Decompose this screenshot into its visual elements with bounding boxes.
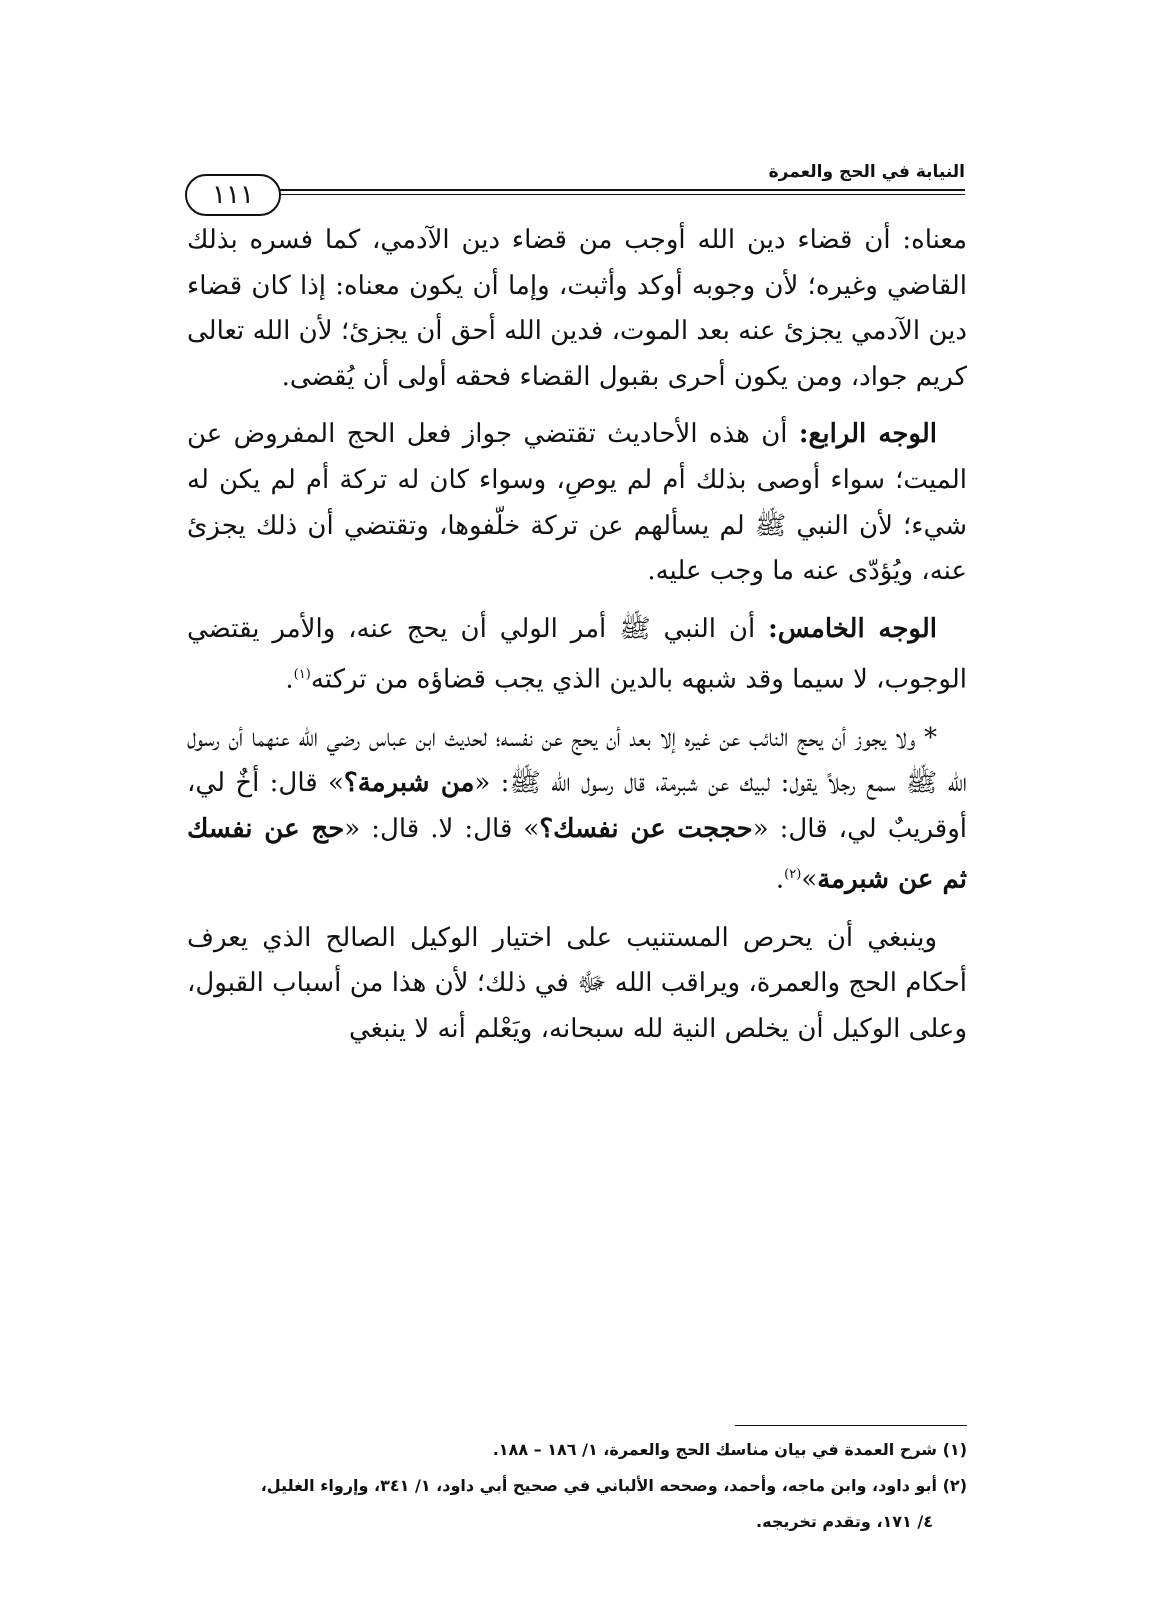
page-number: ١١١ [185, 174, 281, 216]
body-text [187, 218, 967, 1064]
header-rule [265, 189, 965, 195]
paragraph-4 [187, 716, 967, 904]
paragraph-2-text: أن هذه الأحاديث تقتضي جواز فعل الحج المفروض عن الميت؛ سواء أوصى بذلك أم لم يوصِ، وسواء كان له تركة أم لم يكن له شيء؛ لأن النبي ﷺ لم يسألهم عن تركة خلّفوها، وتقتضي أن ذلك يجزئ عنه، ويُؤدّى عنه ما وجب عليه. [187, 419, 967, 587]
paragraph-4-part-4: » [801, 865, 818, 896]
paragraph-5-text: وينبغي أن يحرص المستنيب على اختيار الوكيل الصالح الذي يعرف أحكام الحج والعمرة، ويراقب الله ﷻ في ذلك؛ لأن هذا من أسباب القبول، وعلى الوكيل أن يخلص النية لله سبحانه، ويَعْلم أنه لا ينبغي [187, 922, 967, 1044]
footnote-2-continuation: ٤/ ١٧١، وتقدم تخريجه. [756, 1512, 933, 1531]
paragraph-4-part-1: * ولا يجوز أن يحج النائب عن غيره إلا بعد أن يحج عن نفسه؛ لحديث ابن عباس رضي الله عنهما أن رسول الله ﷺ سمع رجلاً يقول: لبيك عن شبرمة، قال رسول الله ﷺ: « [187, 722, 967, 799]
paragraph-1-text: معناه: أن قضاء دين الله أوجب من قضاء دين الآدمي، كما فسره بذلك القاضي وغيره؛ لأن وجوبه أوكد وأثبت، وإما أن يكون معناه: إذا كان قضاء دين الآدمي يجزئ عنه بعد الموت، فدين الله أحق أن يجزئ؛ لأن الله تعالى كريم جواد، ومن يكون أحرى بقبول القضاء فحقه أولى أن يُقضى. [187, 225, 967, 392]
paragraph-3 [187, 607, 967, 704]
footnote-ref-1: (١) [293, 667, 311, 683]
paragraph-4-end: . [775, 865, 785, 896]
footnotes [187, 1432, 967, 1540]
hadith-quote-3: حج عن نفسك ثم عن شبرمة [187, 813, 967, 896]
paragraph-4-part-3: » قال: لا. قال: « [344, 813, 540, 844]
paragraph-5 [187, 916, 967, 1053]
hadith-quote-2: حججت عن نفسك؟ [539, 813, 753, 844]
footnote-ref-2: (٢) [784, 867, 802, 883]
paragraph-3-end: . [285, 665, 294, 695]
footnote-1: (١) شرح العمدة في بيان مناسك الحج والعمرة، ١/ ١٨٦ – ١٨٨. [492, 1440, 967, 1459]
running-header [185, 140, 965, 220]
paragraph-3-lead: الوجه الخامس: [768, 613, 937, 644]
footnote-2: (٢) أبو داود، وابن ماجه، وأحمد، وصححه الألباني في صحيح أبي داود، ١/ ٣٤١، وإرواء الغليل، [260, 1476, 967, 1495]
paragraph-1 [187, 218, 967, 400]
paragraph-3-text: أن النبي ﷺ أمر الولي أن يحج عنه، والأمر يقتضي الوجوب، لا سيما وقد شبهه بالدين الذي يجب قضاؤه من تركته [187, 613, 967, 695]
hadith-quote-1: من شبرمة؟ [343, 768, 475, 799]
header-title: النيابة في الحج والعمرة [768, 162, 965, 182]
paragraph-2-lead: الوجه الرابع: [798, 419, 937, 450]
paragraph-4-part-2: » قال: أخٌ لي، أوقريبٌ لي، قال: « [187, 768, 968, 844]
footnote-separator [735, 1425, 967, 1426]
paragraph-2 [187, 412, 967, 594]
